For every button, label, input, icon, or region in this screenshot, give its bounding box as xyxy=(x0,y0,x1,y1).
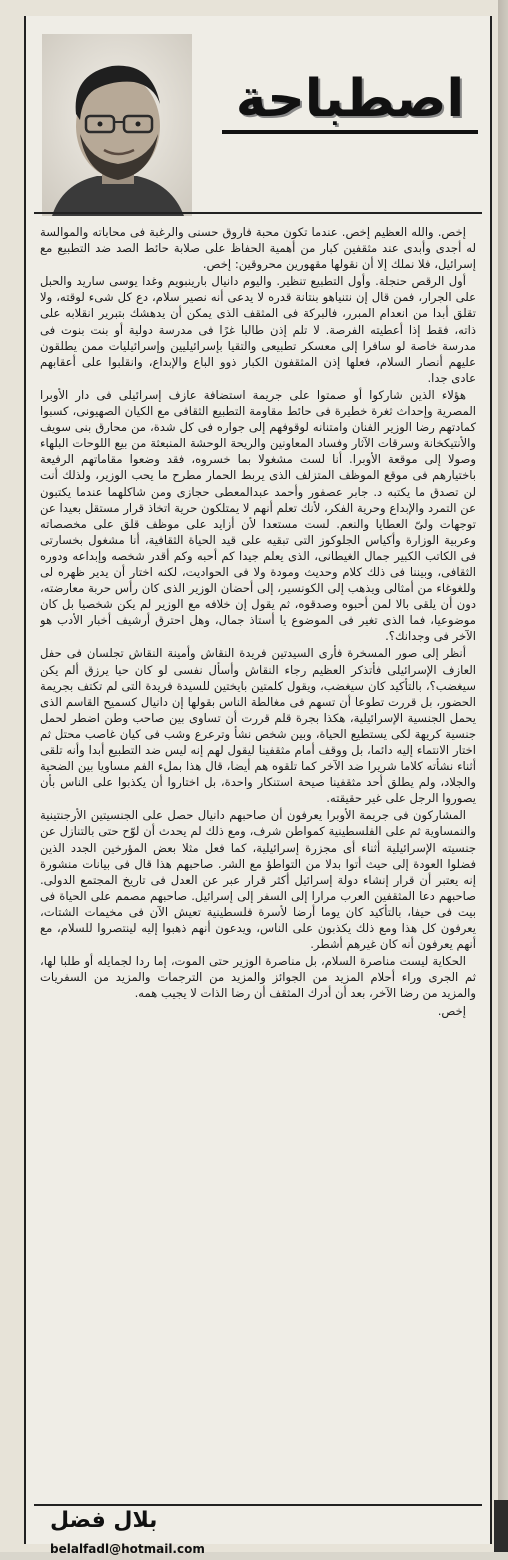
author-email: belalfadl@hotmail.com xyxy=(50,1542,205,1556)
author-name: بلال فضل xyxy=(50,1508,158,1533)
column-header xyxy=(26,16,490,216)
paragraph: الحكاية ليست مناصرة السلام، بل مناصرة الوزير حتى الموت، إما ردا لجمايله أو طلبا لها، ثم الجرى وراء أحلام المزيد من الجوائز والمزيد من الترجمات والمزيد من السفريات والمزيد من رضا الآخر، بعد أن أدرك المثقف أن رضا الذات لا يجيب همه. xyxy=(40,954,476,1001)
author-portrait-image xyxy=(42,34,192,216)
header-divider xyxy=(34,212,482,214)
author-photo xyxy=(42,34,192,216)
opinion-column xyxy=(24,16,492,1556)
paragraph: هؤلاء الذين شاركوا أو صمتوا على جريمة استضافة عازف إسرائيلى فى دار الأوبرا المصرية وإحداث ثغرة خطيرة فى حائط مقاومة التطبيع الثقافى مع الكيان الصهيونى، كسبوا كمادتهم رضا الوزير الفنان وامتنانه لوقوفهم إلى جواره فى كل شدة، من محارق بنى سويف والأنتيكخانة وسرقات الآثار وفساد المعاونين والريحة الوحشة المنبعثة من بيع اللوحات البلهاء وصولا إلى موقعة الأوبرا. أنا لست مشغولا بما خسروه، فقد وضعوا مقاماتهم الرفيعة باختيارهم فى موقع الموظف المتزلف الذى يربط الحمار مطرح ما يحب الوزير، ولذلك أنت لن تصدق ما يكتبه د. جابر عصفور وأحمد عبدالمعطى حجازى ومن شاكلهما عندما يكتبون عن التمرد والإبداع وحرية الفكر، لأنك تعلم أنهم لا يمتلكون حرية اتخاذ قرار مستقل بعيدا عن توجهات ولىّ العطايا والنعم. لست مستعدا لأن أزايد على موظف قلق على مخصصاته وعربية الوزارة وأكياس الجلوكوز التى تبقيه على قيد الحياة الثقافية، أنا مشغول بخسارتى فى الكاتب الكبير جمال الغيطانى، الذى يعلم جيدا كم أحبه وكم أقدر شخصه وإبداعه ودوره الثقافى، وبيننا فى ذلك كلام وحديث ومودة ولا فى الحواديت، لكنه اختار أن يدير ظهره لى وللغوغاء من أمثالى ويذهب إلى الكونسير، إلى أحضان الوزير الذى كان رأس حربة معارضته، دون أن يلقى بالا لمن أحبوه وصدقوه، ثم يقول إن خلافه مع الوزير لم يكن شخصيا بل كان موضوعيا، فما الذى تغير فى الموضوع يا أستاذ جمال، وهل احترق أرشيف أخبار الأدب هو الآخر فى وجدانك؟. xyxy=(40,387,476,644)
paragraph: إخص. والله العظيم إخص. عندما تكون محبة فاروق حسنى والرغبة فى محاباته والموالسة له أجدى وأبدى عند مثقفين كبار من أهمية الحفاظ على صلابة حائط الصد ضد التطبيع مع إسرائيل، فلا نملك إلا أن نقولها مقهورين محروقين: إخص. xyxy=(40,225,476,272)
paragraph: أنظر إلى صور المسخرة فأرى السيدتين فريدة النقاش وأمينة النقاش تجلسان فى حفل العازف الإسرائيلى فأتذكر العظيم رجاء النقاش وأسأل نفسى لو كان حيا يرزق ألم يكن سيغضب؟، بالتأكيد كان سيغضب، ويقول كلمتين بايختين للسيدة فريدة التى لم تكتف بجريمة الحضور، بل قررت تطوعا أن تسهم فى مغالطة الناس بقولها إن دانيال كسميح القاسم الذى يحمل الجنسية الإسرائيلية، هكذا بجرة قلم قررت أن تساوى بين صاحب وطن اضطر لحمل جنسية كريهة لكى يستطيع الحياة، وبين شخص نشأ وترعرع وشب فى كيان غاصب محتل ثم اختار الانتماء إليه دائما، بل ووقف أمام مثقفينا ليقول لهم إنه ليس ضد التطبيع أبدا وأنه تلقى أثناء نشأته كلاما شريرا ضد الآخر كما تلقوه هم أيضا، قال هذا بملء الفم مساويا بين الضحية والجلاد، ولم يطلق أحد مثقفينا صيحة استنكار واحدة، بل اختاروا أن يكذبوا على الناس بأن يصوروا الرجل على غير حقيقته. xyxy=(40,646,476,806)
paragraph: المشاركون فى جريمة الأوبرا يعرفون أن صاحبهم دانيال حصل على الجنسيتين الأرجنتينية والنمساوية ثم على الفلسطينية كمواطن شرف، ومع ذلك لم يحدث أن لوّح حتى بالتنازل عن جنسيته الإسرائيلية أثناء أى مجزرة إسرائيلية، كما فعل مثلا بعض المؤرخين الجدد الذين فضلوا العودة إلى حيث أتوا بدلا من التواطؤ مع الشر. صاحبهم هذا قال فى بيانات منشورة إنه يعتبر أن قرار إنشاء دولة إسرائيل أكثر قرار عبر عن العدل فى تاريخ المجتمع الدولى. صاحبهم دعا المثقفين العرب مرارا إلى السفر إلى إسرائيل. صاحبهم مصمم على الحياة فى بيت فى حيفا، بالتأكيد كان يوما أرضا لأسرة فلسطينية تعيش الآن فى مخيمات الشتات، يعرفون كل هذا ومع ذلك يكذبون على الناس، ويدعون أنهم ذهبوا إليه لينتصروا للسلام، مع أنهم يعرفون أنه كان غيرهم أشطر. xyxy=(40,808,476,952)
paragraph: أول الرقص حنجلة. وأول التطبيع تنظير. واليوم دانيال بارينبويم وغدا يوسى ساريد والحبل على الجرار، فمن قال إن نتنياهو بنتانة قدره لا يدعى أنه نصير سلام، دع كل شىء لوقته، ولا تقلق أبدا من انعدام المبرر، فالبركة فى المثقف الذى يمكن أن يدهشك بتبرير انقلابه على ذاته، فقط إذا أعطيته الفرصة. لا تلم إذن طالبا غرًا فى مدرسة دولية أو بنت بنوت فى مدرسة خاصة لو سافرا إلى معسكر تطبيعى والتقيا بإسرائيليين وإسرائيليات ممن يطلقون عليهم أنصار السلام، فعلها إذن المثقفون الكبار ذوو الباع والإبداع، وانقلبوا على أعقابهم عادى جدا. xyxy=(40,274,476,385)
article-body xyxy=(40,224,476,1514)
title-underline xyxy=(222,130,478,134)
column-title: اصطباحة xyxy=(235,69,465,129)
footer-divider xyxy=(34,1504,482,1506)
page-edge xyxy=(498,0,508,1552)
adjacent-column-fragment xyxy=(494,1500,508,1552)
column-title-banner xyxy=(222,66,478,132)
paragraph: إخص. xyxy=(437,1003,466,1018)
